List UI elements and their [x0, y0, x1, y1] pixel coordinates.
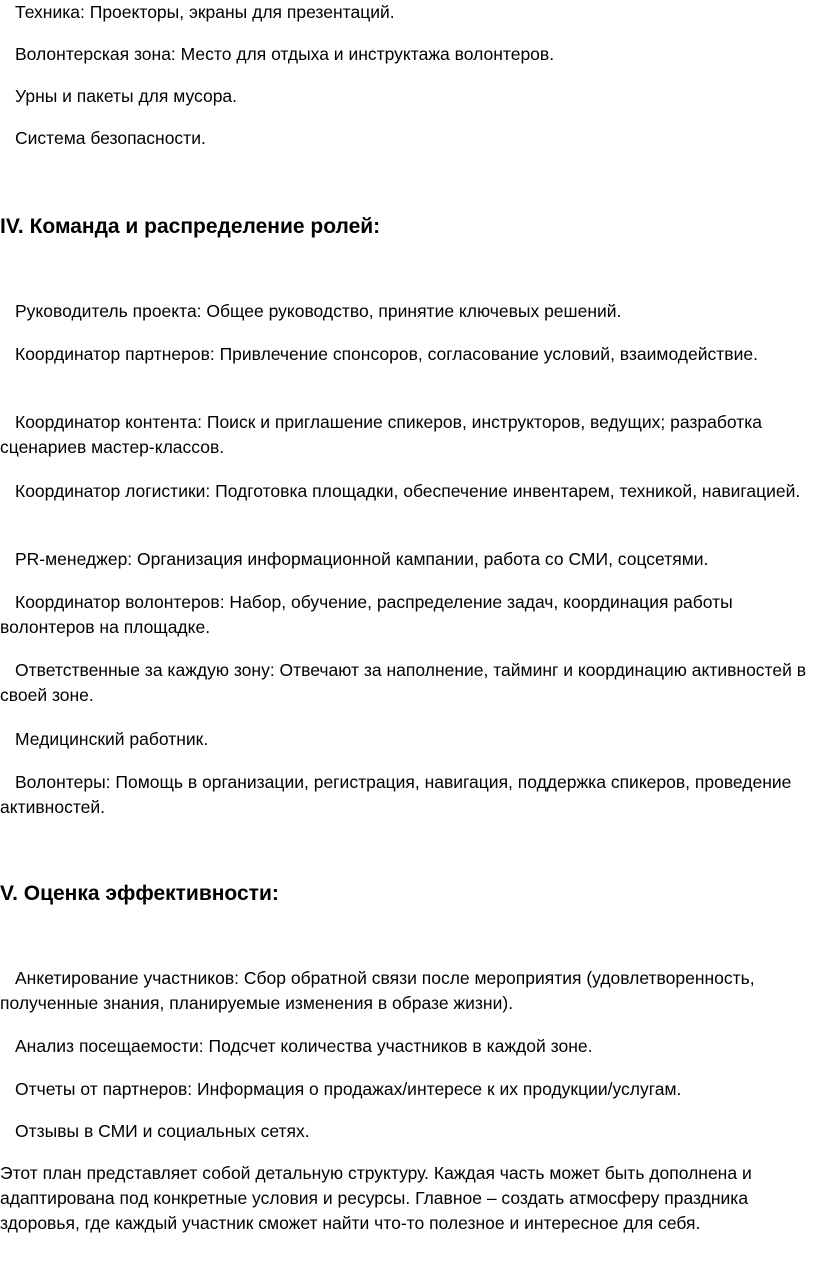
- list-item: Ответственные за каждую зону: Отвечают за наполнение, тайминг и координацию активностей в своей зоне.: [0, 660, 807, 705]
- list-item: Система безопасности.: [15, 128, 206, 148]
- list-item: Руководитель проекта: Общее руководство, принятие ключевых решений.: [15, 301, 622, 321]
- section-heading-team: IV. Команда и распределение ролей:: [0, 215, 381, 238]
- list-item: Координатор партнеров: Привлечение спонсоров, согласование условий, взаимодействие.: [15, 344, 758, 364]
- conclusion-paragraph: Этот план представляет собой детальную структуру. Каждая часть может быть дополнена и адаптирована под конкретные условия и ресурсы. Главное – создать атмосферу праздника здоровья, где каждый участник сможет найти что-то полезное и интересное для себя.: [0, 1163, 752, 1233]
- list-item: Медицинский работник.: [15, 729, 209, 749]
- list-item: Анкетирование участников: Сбор обратной связи после мероприятия (удовлетворенность, полученные знания, планируемые изменения в образе жизни).: [0, 968, 755, 1013]
- list-item: PR-менеджер: Организация информационной кампании, работа со СМИ, соцсетями.: [15, 549, 709, 569]
- section-heading-evaluation: V. Оценка эффективности:: [0, 882, 279, 905]
- list-item: Анализ посещаемости: Подсчет количества участников в каждой зоне.: [15, 1036, 593, 1056]
- list-item: Отчеты от партнеров: Информация о продажах/интересе к их продукции/услугам.: [15, 1079, 682, 1099]
- list-item: Техника: Проекторы, экраны для презентаций.: [15, 2, 395, 22]
- list-item: Урны и пакеты для мусора.: [15, 86, 238, 106]
- list-item: Отзывы в СМИ и социальных сетях.: [15, 1121, 310, 1141]
- list-item: Волонтерская зона: Место для отдыха и инструктажа волонтеров.: [15, 44, 555, 64]
- list-item: Координатор контента: Поиск и приглашение спикеров, инструкторов, ведущих; разработка сценариев мастер-классов.: [0, 412, 763, 457]
- list-item: Координатор волонтеров: Набор, обучение, распределение задач, координация работы волонтеров на площадке.: [0, 592, 733, 637]
- list-item: Волонтеры: Помощь в организации, регистрация, навигация, поддержка спикеров, проведение активностей.: [0, 772, 792, 817]
- list-item: Координатор логистики: Подготовка площадки, обеспечение инвентарем, техникой, навигацией.: [15, 481, 801, 501]
